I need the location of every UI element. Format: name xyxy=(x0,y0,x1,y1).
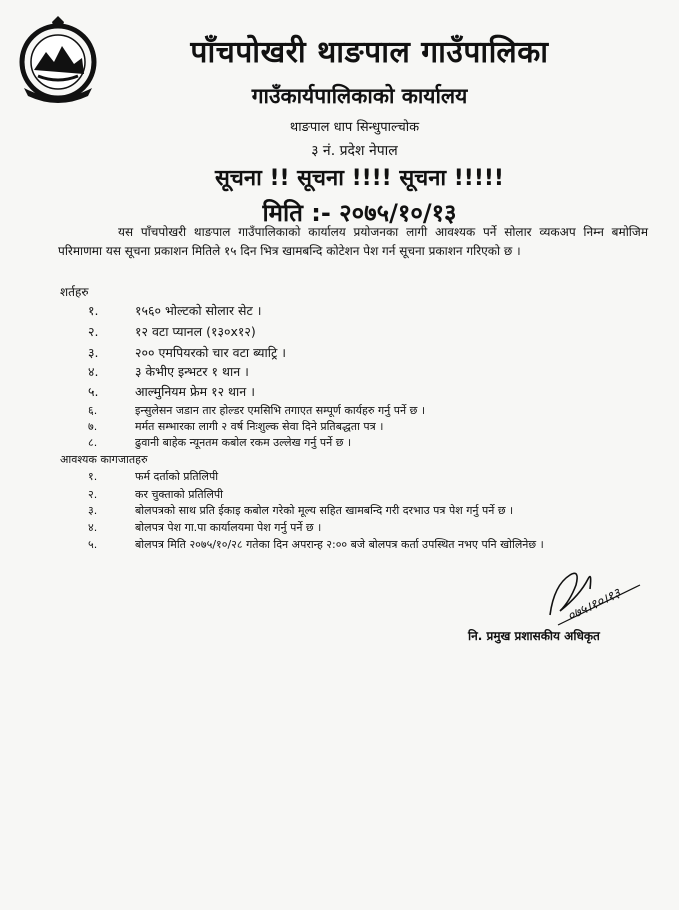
item-number: ४. xyxy=(88,521,98,534)
item-text: २०० एमपियरको चार वटा ब्याट्रि । xyxy=(135,345,287,360)
item-text: मर्मत सम्भारका लागी २ वर्ष निःशुल्क सेवा दिने प्रतिबद्धता पत्र । xyxy=(135,420,384,433)
office-address: थाङपाल धाप सिन्धुपाल्चोक xyxy=(289,120,420,135)
item-text: फर्म दर्ताको प्रतिलिपी xyxy=(135,470,219,483)
item-number: १. xyxy=(88,470,98,483)
item-text: आल्मुनियम फ्रेम १२ थान । xyxy=(135,384,255,399)
notice-heading: सूचना !! सूचना !!!! सूचना !!!!! xyxy=(215,166,504,191)
conditions-heading: शर्तहरु xyxy=(60,285,89,299)
item-number: ५. xyxy=(88,384,99,399)
notice-date: मिति :- २०७५/१०/१३ xyxy=(262,199,457,227)
item-text: बोलपत्र मिति २०७५/१०/२८ गतेका दिन अपरान्ह २:०० बजे बोलपत्र कर्ता उपस्थित नभए पनि खोलिनेछ । xyxy=(135,538,544,551)
item-number: ५. xyxy=(88,538,98,551)
item-number: ८. xyxy=(88,436,98,449)
notice-paragraph: यस पाँचपोखरी थाङपाल गाउँपालिकाको कार्यालय प्रयोजनका लागी आवश्यक पर्ने सोलार व्यकअप निम्न बमोजिम परिमाणमा यस सूचना प्रकाशन मितिले १५ दिन भित्र खामबन्दि कोटेशन पेश गर्न सूचना प्रकाशन गरिएको छ । xyxy=(58,225,648,258)
item-number: ७. xyxy=(88,420,98,433)
province-line: ३ नं. प्रदेश नेपाल xyxy=(311,143,398,159)
item-text: ढुवानी बाहेक न्यूनतम कबोल रकम उल्लेख गर्नु पर्ने छ । xyxy=(135,436,352,449)
item-text: १५६० भोल्टको सोलार सेट । xyxy=(135,303,262,318)
item-text: १२ वटा प्यानल (१३०x१२) xyxy=(135,324,256,339)
item-text: इन्सुलेसन जडान तार होल्डर एमसिभि तगाएत सम्पूर्ण कार्यहरु गर्नु पर्ने छ । xyxy=(135,404,425,417)
item-number: ३. xyxy=(88,345,99,360)
municipality-title: पाँचपोखरी थाङपाल गाउँपालिका xyxy=(190,35,549,70)
item-text: ३ केभीए इन्भटर १ थान । xyxy=(135,364,249,379)
office-name: गाउँकार्यपालिकाको कार्यालय xyxy=(251,84,468,108)
documents-heading: आवश्यक कागजातहरु xyxy=(60,453,148,466)
item-number: २. xyxy=(88,324,99,339)
item-text: बोलपत्रको साथ प्रति ईकाइ कबोल गरेको मूल्य सहित खामबन्दि गरी दरभाउ पत्र पेश गर्नु पर्ने छ । xyxy=(135,504,514,517)
item-number: २. xyxy=(88,488,98,501)
svg-text:०७५।१०।१३: ०७५।१०।१३ xyxy=(565,586,624,625)
signatory-title: नि. प्रमुख प्रशासकीय अधिकृत xyxy=(468,629,600,643)
item-number: १. xyxy=(88,303,99,318)
item-number: ४. xyxy=(88,364,99,379)
item-number: ३. xyxy=(88,504,98,517)
item-text: बोलपत्र पेश गा.पा कार्यालयमा पेश गर्नु पर्ने छ । xyxy=(135,521,322,534)
handwritten-signature xyxy=(540,555,650,635)
item-number: ६. xyxy=(88,404,98,417)
item-text: कर चुक्ताको प्रतिलिपी xyxy=(135,488,224,501)
